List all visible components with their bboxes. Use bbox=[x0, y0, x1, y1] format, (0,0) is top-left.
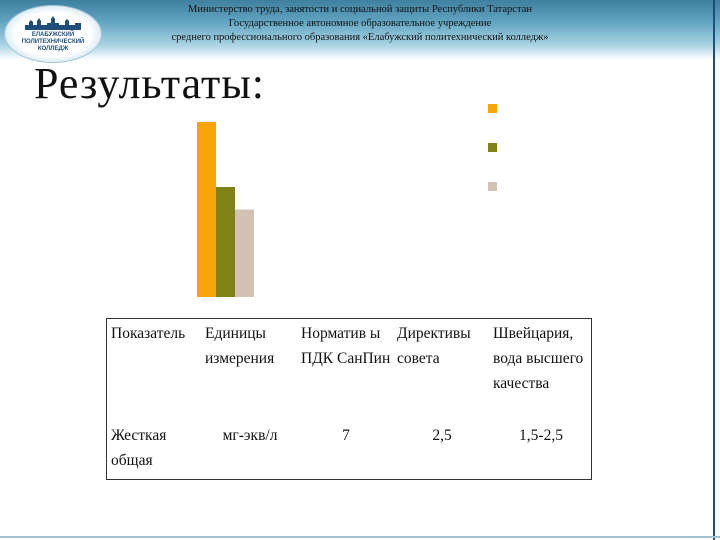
bar-series-2 bbox=[216, 187, 235, 297]
cell-units: мг-экв/л bbox=[222, 427, 278, 444]
bar-series-1 bbox=[197, 122, 216, 297]
table-header-row bbox=[108, 319, 592, 421]
college-logo bbox=[4, 5, 102, 63]
cell-directives: 2,5 bbox=[432, 427, 452, 444]
legend-marker-3 bbox=[488, 182, 497, 191]
logo-text: ЕЛАБУЖСКИЙ ПОЛИТЕХНИЧЕСКИЙ КОЛЛЕДЖ bbox=[21, 32, 85, 52]
page-title: Результаты: bbox=[34, 59, 265, 108]
header-text bbox=[120, 3, 600, 45]
header-cell-indicator: Показатель bbox=[111, 325, 186, 342]
cell-switzerland: 1,5-2,5 bbox=[519, 427, 563, 444]
right-border-line bbox=[713, 0, 715, 540]
cell-norm: 7 bbox=[342, 427, 350, 444]
header-line-institution: Государственное автономное образовательное учреждение bbox=[228, 18, 492, 29]
header-cell-units: Единицы измерения bbox=[205, 325, 275, 367]
cell-indicator: Жесткая общая bbox=[111, 427, 167, 469]
header-cell-switzerland: Швейцария, вода высшего качества bbox=[493, 325, 584, 392]
header-cell-directives: Директивы совета bbox=[397, 325, 471, 367]
legend-marker-2 bbox=[488, 143, 497, 152]
bar-series-3 bbox=[235, 210, 254, 298]
legend-marker-1 bbox=[488, 104, 497, 113]
header-line-ministry: Министерство труда, занятости и социальной защиты Республики Татарстан bbox=[188, 4, 532, 15]
results-table bbox=[108, 319, 592, 481]
table-row bbox=[108, 421, 592, 481]
skyline-icon bbox=[25, 16, 81, 30]
header-cell-norm: Норматив ы ПДК СанПин bbox=[301, 325, 391, 367]
header-line-college: среднего профессионального образования «Елабужский политехнический колледж» bbox=[171, 32, 549, 43]
bottom-border-line bbox=[0, 536, 720, 538]
bar-chart bbox=[180, 95, 600, 305]
